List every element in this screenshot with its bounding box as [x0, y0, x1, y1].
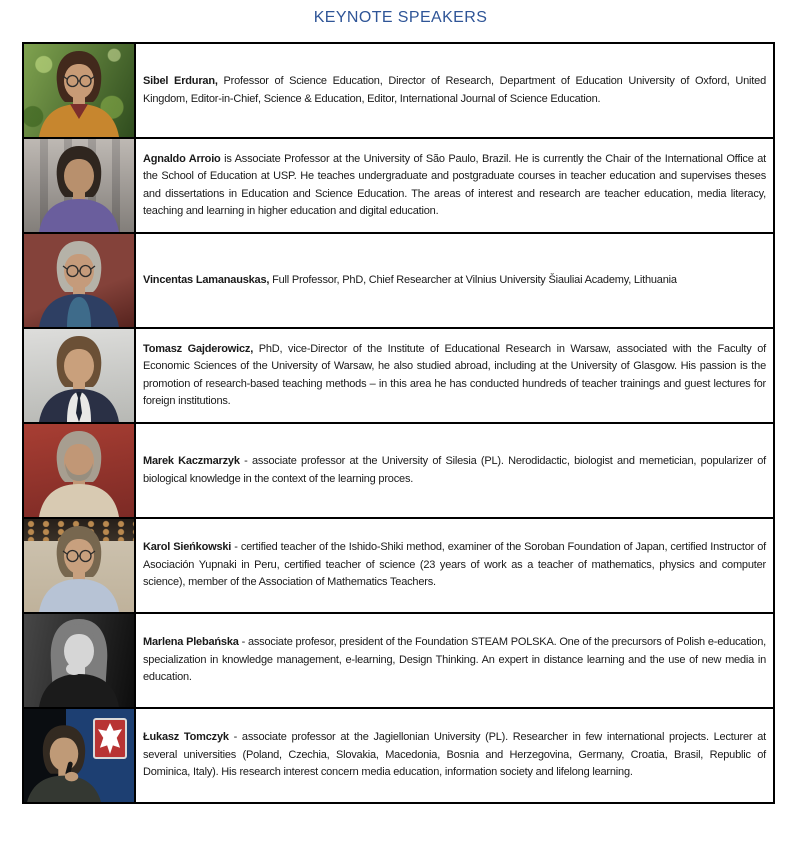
person-portrait-icon: [24, 139, 134, 232]
speaker-name: Tomasz Gajderowicz,: [143, 342, 254, 355]
speaker-bio: [143, 634, 766, 686]
speaker-name: Marek Kaczmarzyk: [143, 455, 240, 468]
speaker-bio: [143, 151, 766, 221]
speaker-bio-cell: [136, 139, 773, 232]
page: [0, 9, 801, 848]
speaker-row: [24, 232, 773, 327]
person-portrait-icon: [24, 614, 134, 707]
speaker-bio: [143, 73, 766, 108]
speaker-bio-cell: [136, 614, 773, 707]
speaker-bio-cell: [136, 709, 773, 802]
person-portrait-icon: [24, 44, 134, 137]
speaker-bio-text: - associate professor at the University of Silesia (PL). Nerodidactic, biologist and memetician, popularizer of biological knowledge in the context of the learning proces.: [143, 455, 766, 485]
speaker-bio: [143, 272, 677, 289]
speaker-row: [24, 44, 773, 137]
speaker-photo-cell: [24, 329, 136, 422]
portrait-photo: [24, 614, 134, 707]
portrait-photo: [24, 139, 134, 232]
speaker-name: Łukasz Tomczyk: [143, 731, 229, 744]
speaker-row: [24, 422, 773, 517]
speaker-bio-text: is Associate Professor at the University of São Paulo, Brazil. He is currently the Chair of the International Office at the School of Education at USP. He teaches undergraduate and postgraduate courses in teacher education and supervises theses and dissertations in Education and Science Education. The areas of interest and research are teacher education, media literacy, teaching and learning in higher education and digital education.: [143, 152, 767, 217]
speaker-bio: [143, 341, 766, 411]
speaker-bio-text: Full Professor, PhD, Chief Researcher at Vilnius University Šiauliai Academy, Lithuania: [269, 273, 677, 286]
speaker-name: Marlena Plebańska: [143, 636, 239, 649]
speaker-photo-cell: [24, 234, 136, 327]
speaker-name: Vincentas Lamanauskas,: [143, 273, 270, 286]
speaker-bio-cell: [136, 424, 773, 517]
speaker-photo-cell: [24, 44, 136, 137]
person-portrait-icon: [24, 719, 116, 802]
speaker-photo-cell: [24, 709, 136, 802]
person-portrait-icon: [24, 519, 134, 612]
speaker-bio-text: - associate profesor, president of the Foundation STEAM POLSKA. One of the precursors of Polish e-education, specialization in knowledge management, e-learning, Design Thinking. An expert in distance learning and the use of new media in education.: [143, 636, 766, 684]
speaker-bio: [143, 729, 766, 781]
speaker-row: [24, 707, 773, 802]
person-portrait-icon: [24, 234, 134, 327]
speaker-photo-cell: [24, 519, 136, 612]
speakers-table: [22, 42, 775, 804]
portrait-photo: [24, 44, 134, 137]
speaker-bio: [143, 453, 766, 488]
portrait-photo: [24, 234, 134, 327]
person-portrait-icon: [24, 424, 134, 517]
speaker-photo-cell: [24, 139, 136, 232]
speaker-bio-text: - associate professor at the Jagiellonian University (PL). Researcher in few international projects. Lecturer at several universities (Poland, Czechia, Slovakia, Macedonia, Bosnia and Herzegovina, Germany, Croatia, Brasil, Republic of Dominica, Italy). His research interest concern media education, information society and lifelong learning.: [143, 731, 767, 779]
speaker-row: [24, 612, 773, 707]
speaker-bio: [143, 539, 766, 591]
portrait-photo: [24, 519, 134, 612]
speaker-name: Sibel Erduran,: [143, 75, 218, 88]
page-title: KEYNOTE SPEAKERS: [313, 9, 488, 26]
speaker-bio-cell: [136, 44, 773, 137]
speaker-row: [24, 327, 773, 422]
portrait-photo: [24, 424, 134, 517]
speaker-name: Agnaldo Arroio: [143, 152, 221, 165]
speaker-row: [24, 517, 773, 612]
portrait-photo: [24, 329, 134, 422]
person-portrait-icon: [24, 329, 134, 422]
speaker-photo-cell: [24, 614, 136, 707]
speaker-bio-text: Professor of Science Education, Director of Research, Department of Education University of Oxford, United Kingdom, Editor-in-Chief, Science & Education, Editor, International Journal of Science Education.: [143, 75, 766, 105]
speaker-bio-cell: [136, 329, 773, 422]
speaker-bio-cell: [136, 519, 773, 612]
portrait-photo: [24, 709, 134, 802]
speaker-bio-text: PhD, vice-Director of the Institute of Educational Research in Warsaw, associated with the Faculty of Economic Sciences of the University of Warsaw, he also studied abroad, including at the University of Glasgow. His passion is the promotion of research-based teaching methods – in this area he has conducted hundreds of teacher trainings and guest lectures for foreign institutions.: [143, 342, 766, 407]
speaker-photo-cell: [24, 424, 136, 517]
speaker-name: Karol Sieńkowski: [143, 541, 232, 554]
speaker-bio-text: - certified teacher of the Ishido-Shiki method, examiner of the Soroban Foundation of Japan, certified Instructor of Asociación Yupnaki in Peru, certified teacher of science (23 years of work as a teacher of mathematics, physics and computer science), member of the Association of Mathematics Teachers.: [143, 541, 766, 589]
speaker-row: [24, 137, 773, 232]
speaker-bio-cell: [136, 234, 773, 327]
